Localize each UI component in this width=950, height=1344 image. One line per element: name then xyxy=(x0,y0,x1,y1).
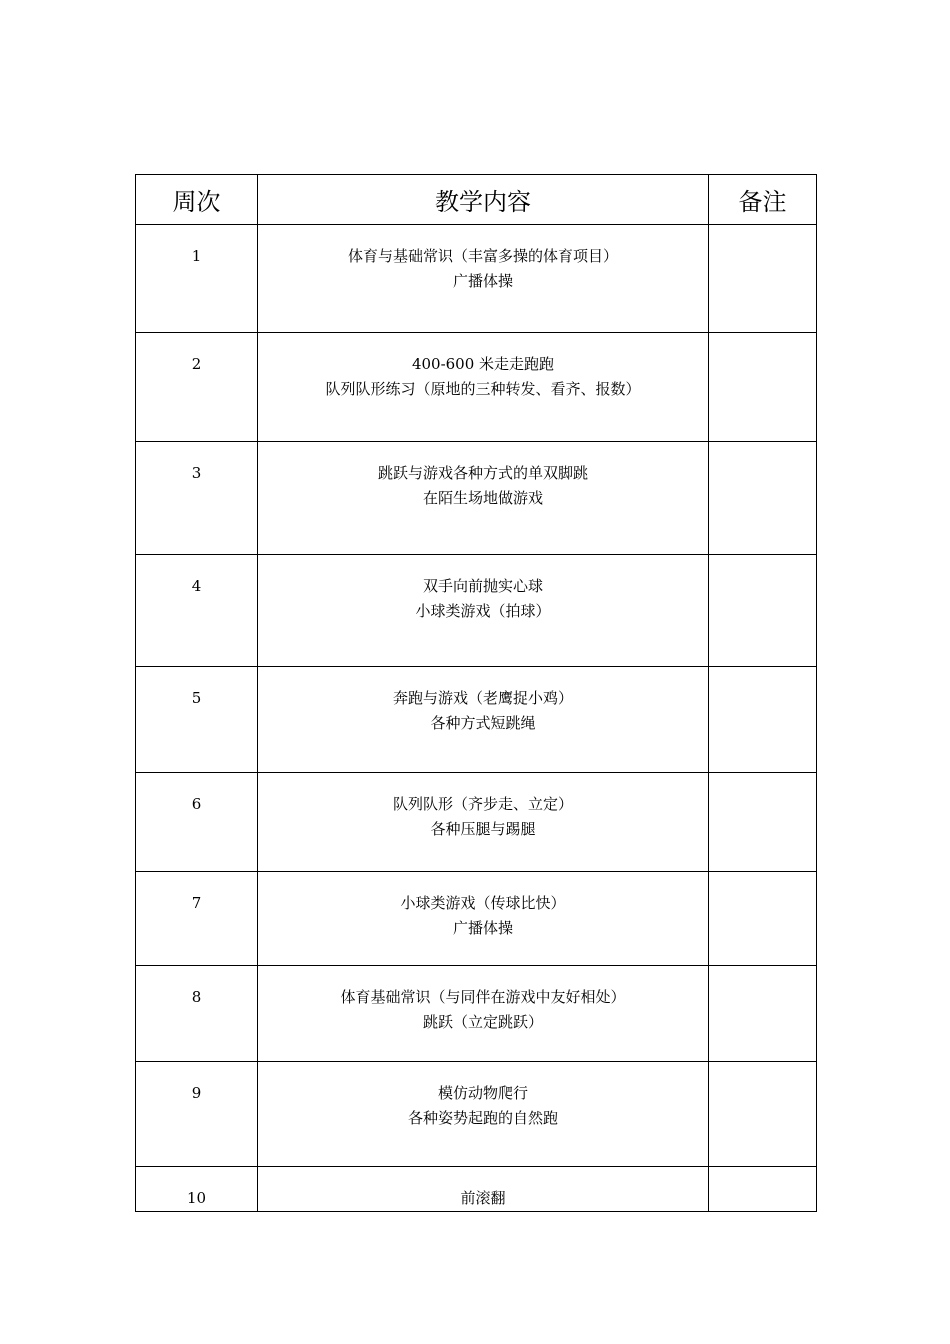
content-cell xyxy=(258,333,709,442)
week-cell: 3 xyxy=(136,442,258,555)
notes-cell xyxy=(709,555,817,667)
week-cell: 7 xyxy=(136,872,258,966)
content-line: 400-600 米走走跑跑 xyxy=(411,355,555,373)
table-row xyxy=(136,667,817,773)
content-line: 奔跑与游戏（老鹰捉小鸡） xyxy=(392,689,573,707)
notes-cell xyxy=(709,872,817,966)
content-line: 队列队形练习（原地的三种转发、看齐、报数） xyxy=(325,380,641,398)
content-line: 体育基础常识（与同伴在游戏中友好相处） xyxy=(340,988,626,1006)
content-line: 各种压腿与踢腿 xyxy=(430,820,536,838)
content-line: 模仿动物爬行 xyxy=(437,1084,528,1102)
table-row xyxy=(136,773,817,872)
content-line: 小球类游戏（拍球） xyxy=(415,602,551,620)
notes-cell xyxy=(709,225,817,333)
table-row xyxy=(136,555,817,667)
table-row xyxy=(136,966,817,1062)
week-cell: 8 xyxy=(136,966,258,1062)
week-cell: 4 xyxy=(136,555,258,667)
week-cell: 1 xyxy=(136,225,258,333)
table-row xyxy=(136,1062,817,1167)
notes-cell xyxy=(709,773,817,872)
table-row xyxy=(136,225,817,333)
notes-cell xyxy=(709,333,817,442)
content-cell xyxy=(258,773,709,872)
content-line: 双手向前抛实心球 xyxy=(422,577,543,595)
notes-cell xyxy=(709,966,817,1062)
content-cell xyxy=(258,872,709,966)
notes-cell xyxy=(709,442,817,555)
header-week: 周次 xyxy=(136,175,258,225)
content-cell xyxy=(258,667,709,773)
content-line: 队列队形（齐步走、立定） xyxy=(392,795,573,813)
week-cell: 2 xyxy=(136,333,258,442)
content-line: 各种姿势起跑的自然跑 xyxy=(407,1109,558,1127)
teaching-schedule-table xyxy=(135,174,817,1212)
table-row xyxy=(136,872,817,966)
table-row xyxy=(136,1167,817,1212)
week-cell: 10 xyxy=(136,1167,258,1212)
content-line: 体育与基础常识（丰富多操的体育项目） xyxy=(347,247,618,265)
week-cell: 5 xyxy=(136,667,258,773)
table-row xyxy=(136,333,817,442)
notes-cell xyxy=(709,1062,817,1167)
content-line: 跳跃与游戏各种方式的单双脚跳 xyxy=(377,464,588,482)
content-cell xyxy=(258,442,709,555)
header-row xyxy=(136,175,817,225)
content-line: 跳跃（立定跳跃） xyxy=(422,1013,543,1031)
week-cell: 6 xyxy=(136,773,258,872)
content-cell xyxy=(258,555,709,667)
content-cell xyxy=(258,1062,709,1167)
content-cell xyxy=(258,1167,709,1212)
content-line: 在陌生场地做游戏 xyxy=(422,489,543,507)
content-cell xyxy=(258,966,709,1062)
header-notes: 备注 xyxy=(709,175,817,225)
week-cell: 9 xyxy=(136,1062,258,1167)
table-row xyxy=(136,442,817,555)
notes-cell xyxy=(709,667,817,773)
content-line: 广播体操 xyxy=(452,919,513,937)
content-line: 前滚翻 xyxy=(460,1189,506,1207)
header-content: 教学内容 xyxy=(258,175,709,225)
content-line: 小球类游戏（传球比快） xyxy=(400,894,566,912)
content-line: 广播体操 xyxy=(452,272,513,290)
content-line: 各种方式短跳绳 xyxy=(430,714,536,732)
notes-cell xyxy=(709,1167,817,1212)
content-cell xyxy=(258,225,709,333)
